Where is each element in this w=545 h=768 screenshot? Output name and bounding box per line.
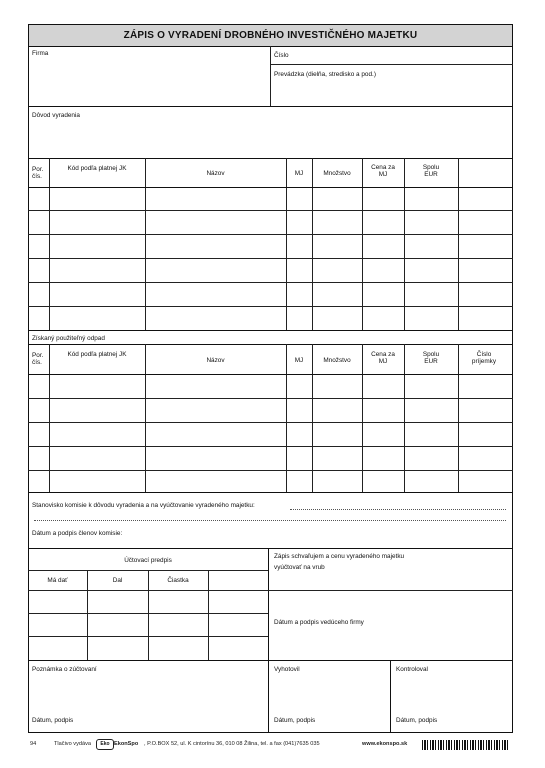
barcode-icon bbox=[422, 740, 510, 750]
datum-veduceho-label: Dátum a podpis vedúceho firmy bbox=[274, 619, 364, 626]
datum-komisia-label: Dátum a podpis členov komisie: bbox=[32, 530, 123, 537]
dovod-label: Dôvod vyradenia bbox=[32, 112, 80, 119]
t2-header-cena: Cena za MJ bbox=[371, 351, 395, 366]
t2-header-spolu: Spolu EUR bbox=[422, 351, 440, 366]
zapis-text-2: vyúčtovať na vrub bbox=[274, 564, 325, 571]
zapis-text-1: Zápis schvaľujem a cenu vyradeného majetku bbox=[274, 553, 405, 560]
t1-header-por: Por. čís. bbox=[32, 166, 44, 181]
poznamka-label: Poznámka o zúčtovaní bbox=[32, 666, 97, 673]
publisher-address: , P.O.BOX 52, ul. K cintorínu 36, 010 08 Žilina, tel. a fax (041)7635 035 bbox=[144, 741, 320, 747]
prevadzka-label: Prevádzka (dielňa, stredisko a pod.) bbox=[274, 71, 376, 78]
firma-field[interactable] bbox=[30, 58, 268, 104]
t2-header-mnozstvo: Množstvo bbox=[323, 357, 351, 364]
t2-header-por: Por. čís. bbox=[32, 352, 44, 367]
t1-header-nazov: Názov bbox=[206, 170, 225, 177]
vyhotovil-label: Vyhotovil bbox=[274, 666, 300, 673]
stanovisko-label: Stanovisko komisie k dôvodu vyradenia a na vyúčtovanie vyradeného majetku: bbox=[32, 502, 255, 509]
website-link[interactable]: www.ekonspo.sk bbox=[362, 741, 408, 747]
title-bar bbox=[28, 24, 513, 46]
brand-name: EkonSpo bbox=[114, 741, 139, 747]
dovod-field[interactable] bbox=[30, 120, 510, 156]
cislo-label: Číslo bbox=[274, 52, 289, 59]
t1-header-mnozstvo: Množstvo bbox=[323, 170, 351, 177]
datum-podpis-vyhotovil: Dátum, podpis bbox=[274, 717, 316, 724]
form-title: ZÁPIS O VYRADENÍ DROBNÉHO INVESTIČNÉHO MAJETKU bbox=[123, 30, 418, 41]
uctovaci-dal: Dal bbox=[112, 577, 123, 584]
uctovaci-ma-dat: Má dať bbox=[47, 577, 68, 584]
ekonspo-logo-icon: Eko bbox=[96, 739, 114, 750]
vyhotovil-field[interactable] bbox=[270, 676, 388, 712]
prevadzka-field[interactable] bbox=[272, 80, 510, 104]
t1-header-cena: Cena za MJ bbox=[371, 164, 395, 179]
t2-header-kod: Kód podľa platnej JK bbox=[67, 351, 127, 358]
veduci-signature-field[interactable] bbox=[270, 628, 510, 658]
poznamka-field[interactable] bbox=[30, 676, 266, 712]
stanovisko-field[interactable] bbox=[30, 496, 510, 522]
datum-podpis-kontroloval: Dátum, podpis bbox=[396, 717, 438, 724]
firma-label: Firma bbox=[32, 50, 49, 57]
uctovaci-ciastka: Čiastka bbox=[167, 577, 189, 584]
t1-header-mj: MJ bbox=[294, 170, 304, 177]
t2-header-prijemky: Číslo príjemky bbox=[471, 351, 497, 366]
t2-header-nazov: Názov bbox=[206, 357, 225, 364]
vyuctovat-field[interactable] bbox=[340, 560, 510, 572]
cislo-field[interactable] bbox=[300, 48, 510, 63]
t1-header-spolu: Spolu EUR bbox=[422, 164, 440, 179]
odpad-label: Získaný použiteľný odpad bbox=[32, 335, 105, 342]
kontroloval-field[interactable] bbox=[392, 676, 510, 712]
uctovaci-title: Účtovací predpis bbox=[124, 557, 172, 564]
datum-podpis-poznamka: Dátum, podpis bbox=[32, 717, 74, 724]
publisher-label: Tlačivo vydáva bbox=[54, 741, 91, 747]
page-number: 94 bbox=[30, 741, 37, 747]
t2-header-mj: MJ bbox=[294, 357, 304, 364]
t1-header-kod: Kód podľa platnej JK bbox=[67, 165, 127, 172]
kontroloval-label: Kontroloval bbox=[396, 666, 428, 673]
komisia-signature-field[interactable] bbox=[140, 526, 510, 544]
